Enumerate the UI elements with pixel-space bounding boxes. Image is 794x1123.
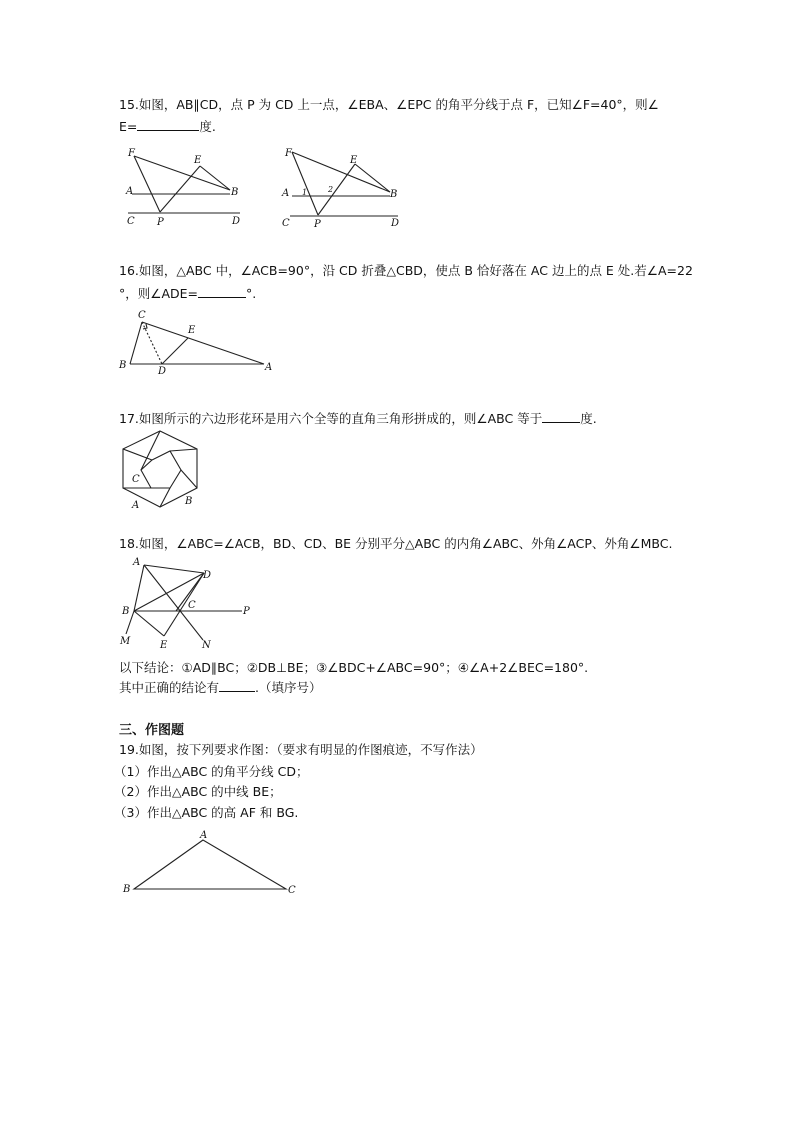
q15-fig2-label-1: 1 [302, 188, 308, 197]
q15-fig1-label-A: A [126, 186, 134, 197]
q18-answer-suffix: .（填序号） [255, 680, 322, 695]
q18-label-P: P [243, 606, 250, 617]
q18-label-M: M [120, 636, 131, 647]
q17-line1-suffix: 度. [580, 411, 597, 426]
q15-figure-2 [280, 144, 410, 230]
q18-line1: 18.如图，∠ABC=∠ACB，BD、CD、BE 分别平分△ABC 的内角∠ABC、外角∠ACP、外角∠MBC. [119, 536, 673, 551]
q18-label-E: E [160, 640, 168, 650]
q17-hexagon-figure [114, 428, 208, 512]
q15-fig2-label-P: P [314, 219, 321, 230]
q16-label-C: C [138, 310, 146, 321]
q16-label-E: E [188, 325, 196, 336]
q16-line2 [119, 285, 256, 302]
q15-fig1-label-B: B [231, 187, 239, 198]
q17-line1-prefix: 17.如图所示的六边形花环是用六个全等的直角三角形拼成的，则∠ABC 等于 [119, 411, 543, 426]
q15-fig1-label-P: P [157, 217, 164, 228]
q16-line2-prefix: °，则∠ADE= [119, 286, 199, 301]
q15-line2-suffix: 度. [199, 119, 216, 134]
q17-label-C: C [132, 474, 140, 485]
q16-line2-suffix: °. [246, 286, 257, 301]
q15-line2-prefix: E= [119, 119, 138, 134]
q15-fig1-label-E: E [194, 155, 202, 166]
q16-label-B: B [119, 360, 127, 371]
q15-fig2-label-F: F [285, 148, 292, 159]
q17-label-B: B [185, 496, 193, 507]
q18-label-D: D [203, 570, 212, 581]
q15-fig2-label-2: 2 [328, 185, 334, 194]
q18-label-B: B [122, 606, 130, 617]
q19-line1: 19.如图，按下列要求作图：（要求有明显的作图痕迹，不写作法） [119, 742, 483, 757]
q18-label-C: C [188, 600, 196, 611]
q18-conclusions: 以下结论：①AD∥BC；②DB⊥BE；③∠BDC+∠ABC=90°；④∠A+2∠BEC=180°. [119, 660, 589, 675]
q18-label-A: A [133, 557, 141, 568]
q17-answer-blank[interactable] [542, 410, 580, 423]
q15-fig1-label-C: C [127, 216, 135, 227]
section-3-title: 三、作图题 [119, 723, 185, 738]
q17-line1 [119, 410, 597, 427]
q15-fig2-label-D: D [391, 218, 400, 229]
q15-figure-1 [122, 144, 252, 228]
q19-item2: （2）作出△ABC 的中线 BE； [114, 784, 282, 799]
q16-figure [116, 308, 276, 374]
q15-line1: 15.如图，AB∥CD，点 P 为 CD 上一点，∠EBA、∠EPC 的角平分线于点 F，已知∠F=40°，则∠ [119, 97, 659, 112]
q19-label-A: A [200, 830, 208, 841]
q19-item1: （1）作出△ABC 的角平分线 CD； [114, 764, 309, 779]
q17-label-A: A [132, 500, 140, 511]
q15-fig1-label-F: F [128, 148, 135, 159]
q18-answer-blank[interactable] [219, 679, 255, 692]
q19-triangle-figure [120, 828, 300, 896]
q18-figure [116, 556, 258, 650]
q18-answer-prefix: 其中正确的结论有 [119, 680, 220, 695]
q19-label-C: C [288, 885, 296, 896]
q16-answer-blank[interactable] [198, 285, 246, 298]
q19-item3: （3）作出△ABC 的高 AF 和 BG. [114, 805, 299, 820]
q15-fig2-label-B: B [390, 189, 398, 200]
q15-fig2-label-A: A [282, 188, 290, 199]
q19-label-B: B [123, 884, 131, 895]
q15-fig1-label-D: D [232, 216, 241, 227]
q16-label-D: D [158, 366, 167, 374]
q16-line1: 16.如图，△ABC 中，∠ACB=90°，沿 CD 折叠△CBD，使点 B 恰好落在 AC 边上的点 E 处.若∠A=22 [119, 263, 693, 278]
q15-fig2-label-C: C [282, 218, 290, 229]
q16-label-A: A [265, 362, 273, 373]
q15-answer-blank[interactable] [137, 118, 199, 131]
q15-line2 [119, 118, 216, 135]
q15-fig2-label-E: E [350, 155, 358, 166]
q18-answer-line [119, 679, 322, 696]
q18-label-N: N [202, 640, 211, 650]
